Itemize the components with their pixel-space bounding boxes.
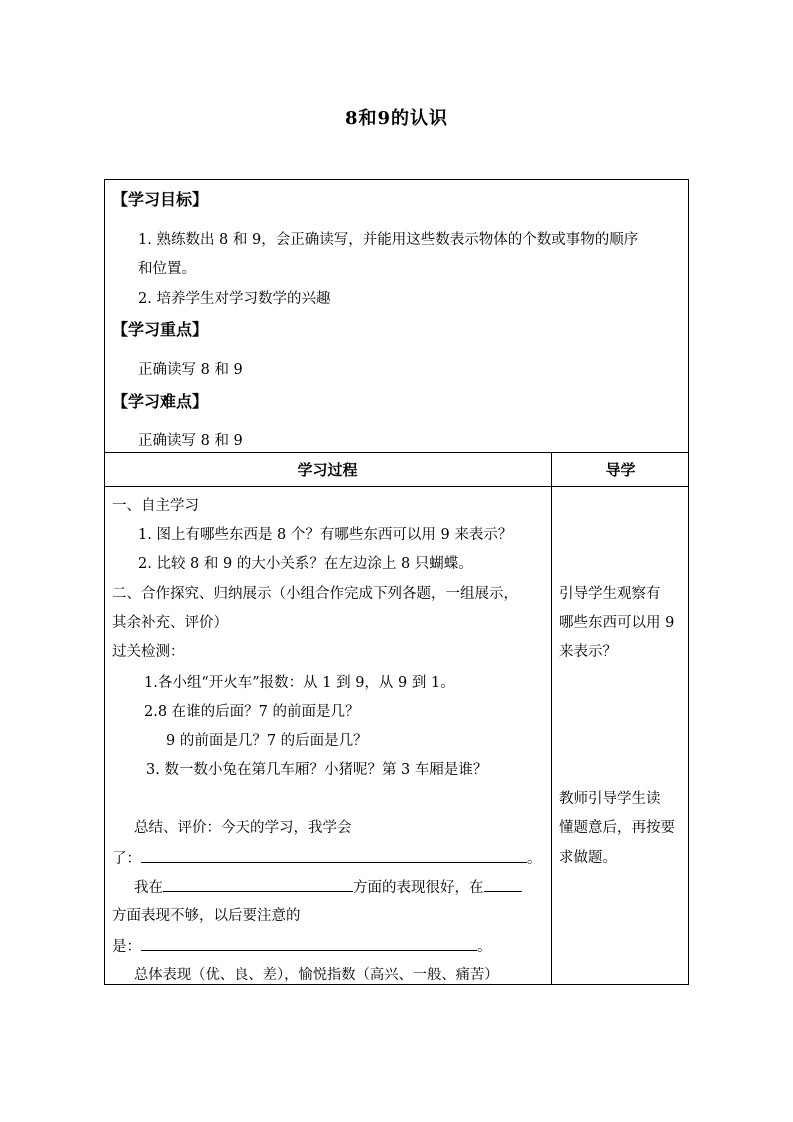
summary-line-5: 是： 。 <box>112 936 492 957</box>
section-cooperation-cont: 其余补充、评价） <box>112 615 228 631</box>
key-points-text: 正确读写 8 和 9 <box>138 362 243 378</box>
check-item-1: 1.各小组“开火车”报数：从 1 到 9，从 9 到 1。 <box>144 675 455 691</box>
guide-note-2-line-3: 求做题。 <box>559 850 617 866</box>
key-points-heading: 【学习重点】 <box>112 320 209 339</box>
objectives-heading: 【学习目标】 <box>112 190 209 209</box>
blank-weak-aspect[interactable] <box>484 877 522 892</box>
guide-note-2-line-2: 懂题意后，再按要 <box>559 820 675 836</box>
check-heading: 过关检测： <box>112 644 185 660</box>
objective-item-1-cont: 和位置。 <box>138 261 196 277</box>
objective-item-2: 2. 培养学生对学习数学的兴趣 <box>138 291 331 307</box>
difficulties-heading: 【学习难点】 <box>112 392 209 411</box>
blank-attention[interactable] <box>141 936 477 951</box>
section-self-study: 一、自主学习 <box>112 498 199 514</box>
guide-note-2-line-1: 教师引导学生读 <box>559 791 661 807</box>
guide-note-1-line-2: 哪些东西可以用 9 <box>559 615 675 631</box>
check-item-2: 2.8 在谁的后面？7 的前面是几？ <box>144 704 360 720</box>
column-header-guide: 导学 <box>605 461 636 479</box>
self-study-q1: 1. 图上有哪些东西是 8 个？有哪些东西可以用 9 来表示？ <box>138 527 513 543</box>
objective-item-1: 1. 熟练数出 8 和 9，会正确读写，并能用这些数表示物体的个数或事物的顺序 <box>138 232 639 248</box>
summary-line-2: 了： 。 <box>112 848 542 869</box>
self-study-q2: 2. 比较 8 和 9 的大小关系？在左边涂上 8 只蝴蝶。 <box>138 556 473 572</box>
table-divider-header <box>104 486 689 487</box>
blank-good-aspect[interactable] <box>163 877 353 892</box>
blank-learned[interactable] <box>141 848 527 863</box>
summary-line-4: 方面表现不够，以后要注意的 <box>112 908 301 924</box>
summary-line-3: 我在 方面的表现很好，在 <box>134 877 522 898</box>
check-item-2b: 9 的前面是几？7 的后面是几？ <box>166 733 368 749</box>
guide-note-1-line-3: 来表示？ <box>559 644 617 660</box>
column-header-process: 学习过程 <box>297 461 358 479</box>
guide-note-1-line-1: 引导学生观察有 <box>559 586 661 602</box>
table-divider-top <box>104 452 689 453</box>
summary-line-6: 总体表现（优、良、差），愉悦指数（高兴、一般、痛苦） <box>134 967 499 983</box>
summary-line-1: 总结、评价：今天的学习，我学会 <box>134 820 352 836</box>
difficulties-text: 正确读写 8 和 9 <box>138 433 243 449</box>
column-divider <box>551 452 552 985</box>
section-cooperation: 二、合作探究、归纳展示（小组合作完成下列各题，一组展示， <box>112 586 518 602</box>
check-item-3: 3. 数一数小兔在第几车厢？小猪呢？第 3 车厢是谁？ <box>146 762 488 778</box>
document-title: 8和9的认识 <box>344 108 449 129</box>
